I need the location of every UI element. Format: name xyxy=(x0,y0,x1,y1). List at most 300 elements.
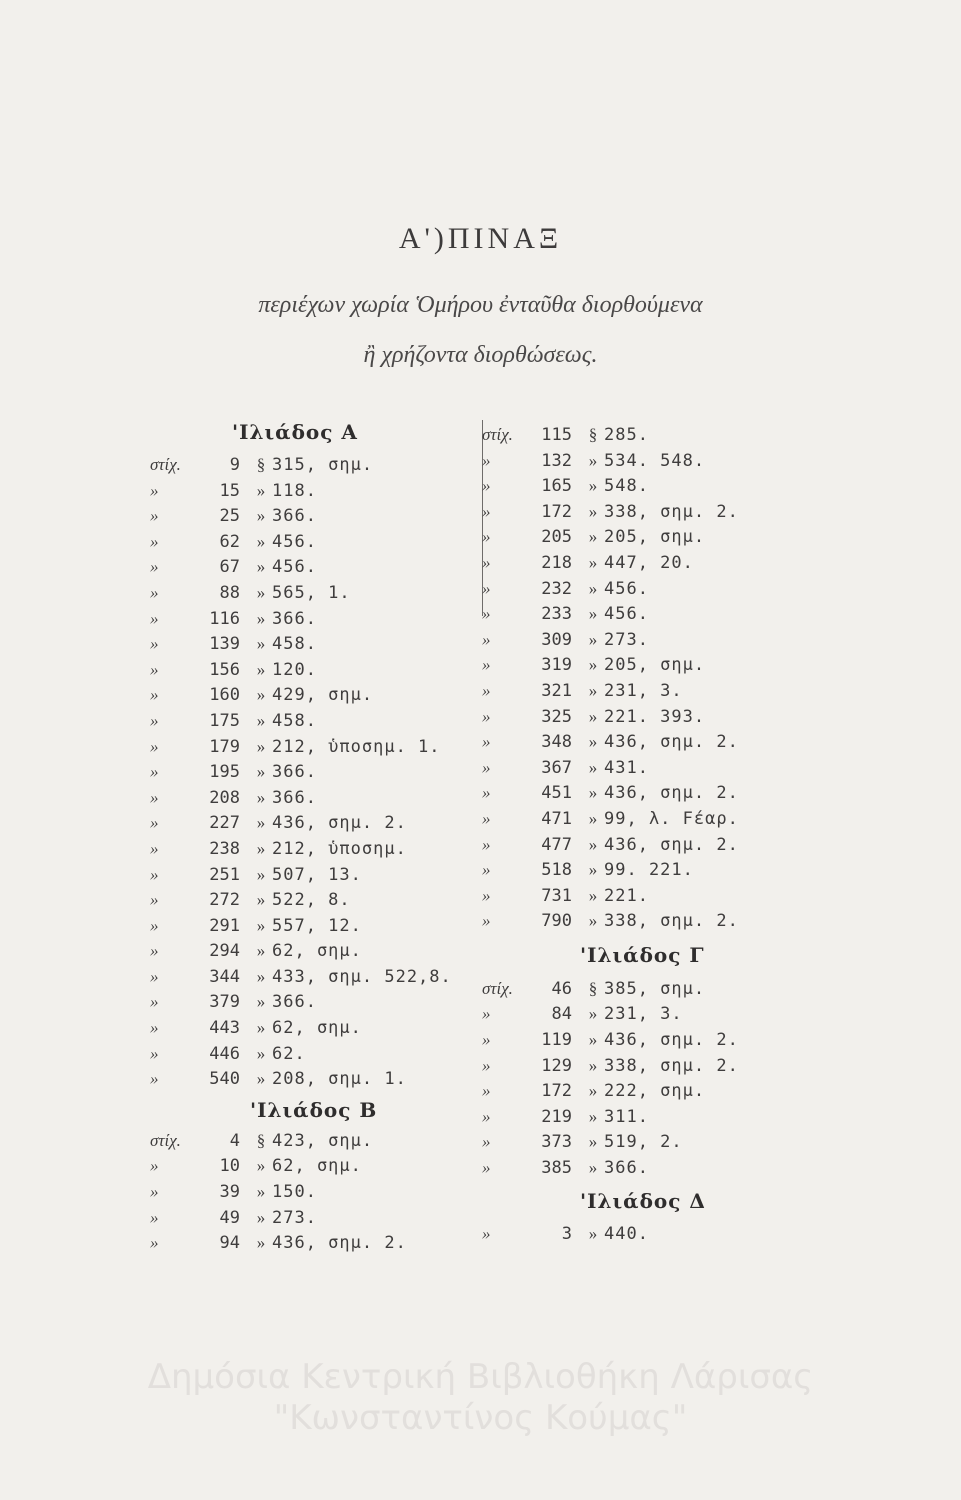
verse-number: 205 xyxy=(541,527,572,548)
section-mark: » xyxy=(256,838,266,858)
page-reference: 565, 1. xyxy=(272,582,351,603)
index-row xyxy=(150,759,490,785)
index-row xyxy=(150,580,490,606)
book-heading-d: 'Ιλιάδος Δ xyxy=(580,1188,706,1213)
section-mark: » xyxy=(256,762,266,782)
section-mark: » xyxy=(256,915,266,935)
verse-number: 39 xyxy=(219,1182,240,1203)
index-row xyxy=(482,524,812,550)
page-reference: 99, λ. Fέαρ. xyxy=(604,808,739,829)
index-row xyxy=(482,1001,812,1027)
page-reference: 431. xyxy=(604,757,649,778)
verse-prefix: » xyxy=(482,476,491,496)
verse-number: 10 xyxy=(219,1156,240,1177)
verse-prefix: » xyxy=(150,890,159,910)
index-row xyxy=(150,708,490,734)
page-reference: 548. xyxy=(604,476,649,497)
index-row xyxy=(150,913,490,939)
verse-prefix: » xyxy=(482,1106,491,1126)
page-reference: 429, σημ. xyxy=(272,685,374,706)
index-row xyxy=(150,554,490,580)
section-mark: » xyxy=(256,890,266,910)
verse-prefix: » xyxy=(482,604,491,624)
library-watermark-line-1: Δημόσια Κεντρική Βιβλιοθήκη Λάρισας xyxy=(147,1357,814,1397)
section-mark: » xyxy=(588,1106,598,1126)
page-reference: 62. xyxy=(272,1043,306,1064)
index-row xyxy=(482,652,812,678)
verse-number: 175 xyxy=(209,710,240,731)
verse-prefix: » xyxy=(482,1055,491,1075)
verse-number: 251 xyxy=(209,864,240,885)
book-a-list xyxy=(150,452,490,1092)
index-row xyxy=(150,1179,490,1205)
index-row xyxy=(150,1128,490,1154)
page-reference: 436, σημ. 2. xyxy=(604,783,739,804)
verse-number: 446 xyxy=(209,1043,240,1064)
section-mark: » xyxy=(256,1018,266,1038)
page-reference: 231, 3. xyxy=(604,1004,683,1025)
verse-prefix: » xyxy=(482,885,491,905)
verse-prefix: » xyxy=(482,860,491,880)
verse-prefix: » xyxy=(150,480,159,500)
index-row xyxy=(482,1078,812,1104)
index-row xyxy=(150,810,490,836)
verse-prefix: » xyxy=(150,992,159,1012)
section-mark: » xyxy=(256,1156,266,1176)
page-reference: 118. xyxy=(272,480,317,501)
verse-prefix: » xyxy=(150,787,159,807)
page-reference: 423, σημ. xyxy=(272,1130,374,1151)
section-mark: » xyxy=(588,476,598,496)
page-reference: 62, σημ. xyxy=(272,1018,362,1039)
verse-prefix: » xyxy=(150,813,159,833)
book-heading-g: 'Ιλιάδος Γ xyxy=(580,942,705,967)
page-reference: 436, σημ. 2. xyxy=(604,732,739,753)
page-reference: 315, σημ. xyxy=(272,455,374,475)
verse-prefix: » xyxy=(482,706,491,726)
verse-prefix: » xyxy=(482,1004,491,1024)
verse-number: 790 xyxy=(541,911,572,932)
verse-number: 119 xyxy=(541,1030,572,1051)
verse-prefix: » xyxy=(482,655,491,675)
section-mark: » xyxy=(588,808,598,828)
index-row xyxy=(482,499,812,525)
verse-prefix: » xyxy=(150,1043,159,1063)
page-reference: 338, σημ. 2. xyxy=(604,501,739,522)
page-reference: 231, 3. xyxy=(604,680,683,701)
section-mark: » xyxy=(256,1182,266,1202)
index-row xyxy=(150,785,490,811)
page-reference: 221. xyxy=(604,885,649,906)
verse-prefix: » xyxy=(482,783,491,803)
page-reference: 366. xyxy=(272,762,317,783)
verse-prefix: » xyxy=(150,582,159,602)
verse-prefix: » xyxy=(150,762,159,782)
index-row xyxy=(150,1066,490,1092)
subtitle-line-1: περιέχων χωρία Ὁμήρου ἐνταῦθα διορθούμενα xyxy=(258,292,703,318)
verse-number: 238 xyxy=(209,838,240,859)
verse-number: 373 xyxy=(541,1132,572,1153)
section-mark: » xyxy=(588,655,598,675)
page-reference: 205, σημ. xyxy=(604,655,706,676)
page-reference: 436, σημ. 2. xyxy=(272,1233,407,1254)
section-mark: » xyxy=(588,757,598,777)
verse-number: 227 xyxy=(209,813,240,834)
verse-prefix: » xyxy=(150,1018,159,1038)
section-mark: § xyxy=(256,455,266,474)
index-row xyxy=(150,478,490,504)
index-row xyxy=(150,682,490,708)
verse-prefix: στίχ. xyxy=(150,455,181,474)
index-row xyxy=(150,1153,490,1179)
section-mark: » xyxy=(256,582,266,602)
index-row xyxy=(482,1053,812,1079)
section-mark: » xyxy=(256,608,266,628)
verse-prefix: » xyxy=(482,680,491,700)
page-reference: 440. xyxy=(604,1223,649,1244)
page-reference: 385, σημ. xyxy=(604,978,706,999)
section-mark: » xyxy=(588,629,598,649)
page-reference: 222, σημ. xyxy=(604,1081,706,1102)
verse-prefix: » xyxy=(482,757,491,777)
verse-number: 321 xyxy=(541,680,572,701)
index-row xyxy=(482,678,812,704)
verse-prefix: » xyxy=(482,1081,491,1101)
index-row xyxy=(150,657,490,683)
verse-number: 129 xyxy=(541,1055,572,1076)
verse-prefix: » xyxy=(150,1233,159,1253)
verse-prefix: στίχ. xyxy=(150,1130,181,1150)
page-reference: 273. xyxy=(604,629,649,650)
verse-number: 272 xyxy=(209,890,240,911)
page-reference: 534. 548. xyxy=(604,450,706,471)
index-row xyxy=(482,908,812,934)
verse-number: 156 xyxy=(209,659,240,680)
page-reference: 436, σημ. 2. xyxy=(272,813,407,834)
page-reference: 507, 13. xyxy=(272,864,362,885)
index-row xyxy=(150,1041,490,1067)
page-reference: 458. xyxy=(272,634,317,655)
section-mark: » xyxy=(256,710,266,730)
section-mark: » xyxy=(588,680,598,700)
verse-prefix: » xyxy=(482,834,491,854)
index-row xyxy=(482,976,812,1002)
index-row xyxy=(150,734,490,760)
verse-number: 348 xyxy=(541,732,572,753)
section-mark: » xyxy=(588,885,598,905)
book-d-list xyxy=(482,1221,812,1247)
verse-prefix: » xyxy=(150,1069,159,1089)
verse-prefix: » xyxy=(150,531,159,551)
section-mark: » xyxy=(588,578,598,598)
verse-number: 540 xyxy=(209,1069,240,1090)
verse-prefix: » xyxy=(482,911,491,931)
index-row xyxy=(482,422,812,448)
section-mark: » xyxy=(588,450,598,470)
verse-prefix: » xyxy=(150,941,159,961)
verse-prefix: » xyxy=(150,710,159,730)
section-mark: » xyxy=(588,552,598,572)
verse-prefix: » xyxy=(150,838,159,858)
verse-number: 49 xyxy=(219,1207,240,1228)
section-mark: » xyxy=(588,1158,598,1178)
verse-prefix: » xyxy=(150,1182,159,1202)
verse-prefix: » xyxy=(150,1156,159,1176)
verse-number: 218 xyxy=(541,552,572,573)
index-row xyxy=(150,452,490,478)
section-mark: » xyxy=(256,736,266,756)
page-reference: 456. xyxy=(272,531,317,552)
left-column xyxy=(150,412,490,1256)
page-reference: 62, σημ. xyxy=(272,941,362,962)
section-mark: » xyxy=(588,834,598,854)
library-watermark-line-2: "Κωνσταντίνος Κούμας" xyxy=(273,1398,688,1438)
section-mark: » xyxy=(256,787,266,807)
section-mark: » xyxy=(256,813,266,833)
index-row xyxy=(482,627,812,653)
index-row xyxy=(482,857,812,883)
page-reference: 522, 8. xyxy=(272,890,351,911)
page-reference: 557, 12. xyxy=(272,915,362,936)
index-row xyxy=(482,1129,812,1155)
verse-prefix: » xyxy=(150,685,159,705)
verse-number: 165 xyxy=(541,476,572,497)
verse-prefix: » xyxy=(150,966,159,986)
verse-prefix: » xyxy=(150,608,159,628)
section-mark: » xyxy=(256,1233,266,1253)
page-reference: 456. xyxy=(604,604,649,625)
section-mark: » xyxy=(588,783,598,803)
index-row xyxy=(482,1221,812,1247)
index-row xyxy=(482,550,812,576)
section-mark: » xyxy=(256,685,266,705)
verse-number: 94 xyxy=(219,1233,240,1254)
verse-number: 9 xyxy=(229,455,240,475)
verse-number: 477 xyxy=(541,834,572,855)
page-reference: 205, σημ. xyxy=(604,527,706,548)
verse-prefix: στίχ. xyxy=(482,425,513,444)
index-row xyxy=(482,473,812,499)
verse-number: 518 xyxy=(541,860,572,881)
section-mark: § xyxy=(588,978,598,998)
index-row xyxy=(482,1027,812,1053)
verse-prefix: » xyxy=(482,808,491,828)
page-reference: 62, σημ. xyxy=(272,1156,362,1177)
verse-number: 731 xyxy=(541,885,572,906)
index-row xyxy=(150,862,490,888)
verse-prefix: » xyxy=(482,629,491,649)
verse-number: 84 xyxy=(551,1004,572,1025)
verse-prefix: » xyxy=(482,527,491,547)
section-mark: » xyxy=(588,1030,598,1050)
verse-number: 3 xyxy=(561,1223,572,1244)
index-row xyxy=(150,836,490,862)
verse-prefix: » xyxy=(150,506,159,526)
index-row xyxy=(150,529,490,555)
section-mark: » xyxy=(256,1043,266,1063)
section-mark: » xyxy=(588,1004,598,1024)
verse-number: 294 xyxy=(209,941,240,962)
verse-prefix: » xyxy=(482,1030,491,1050)
index-row xyxy=(482,704,812,730)
section-mark: » xyxy=(256,634,266,654)
verse-number: 179 xyxy=(209,736,240,757)
book-heading-a: 'Ιλιάδος Α xyxy=(232,420,358,444)
index-row xyxy=(482,1104,812,1130)
book-g-list xyxy=(482,976,812,1181)
page-reference: 456. xyxy=(272,557,317,578)
section-mark: » xyxy=(588,860,598,880)
section-mark: » xyxy=(588,706,598,726)
verse-prefix: » xyxy=(482,1158,491,1178)
verse-number: 116 xyxy=(209,608,240,629)
verse-prefix: » xyxy=(482,552,491,572)
page-reference: 456. xyxy=(604,578,649,599)
index-row xyxy=(150,606,490,632)
index-row xyxy=(482,806,812,832)
section-mark: » xyxy=(588,604,598,624)
verse-prefix: » xyxy=(150,864,159,884)
verse-number: 195 xyxy=(209,762,240,783)
index-row xyxy=(150,887,490,913)
verse-number: 62 xyxy=(219,531,240,552)
verse-prefix: » xyxy=(482,578,491,598)
verse-prefix: » xyxy=(482,450,491,470)
verse-number: 309 xyxy=(541,629,572,650)
verse-number: 15 xyxy=(219,480,240,501)
page-reference: 366. xyxy=(272,608,317,629)
page-reference: 212, ὑποσημ. xyxy=(272,838,407,859)
book-b-continued-list xyxy=(482,422,812,934)
page-reference: 366. xyxy=(604,1158,649,1179)
page-reference: 366. xyxy=(272,506,317,527)
index-row xyxy=(482,601,812,627)
verse-number: 172 xyxy=(541,501,572,522)
verse-number: 319 xyxy=(541,655,572,676)
verse-number: 471 xyxy=(541,808,572,829)
book-heading-b: 'Ιλιάδος Β xyxy=(250,1097,378,1122)
index-row xyxy=(482,1155,812,1181)
section-mark: » xyxy=(256,1207,266,1227)
verse-number: 46 xyxy=(551,978,572,999)
section-mark: » xyxy=(256,480,266,500)
verse-prefix: » xyxy=(482,501,491,521)
page-reference: 221. 393. xyxy=(604,706,706,727)
index-row xyxy=(482,883,812,909)
verse-prefix: » xyxy=(150,736,159,756)
index-row xyxy=(150,1205,490,1231)
section-mark: » xyxy=(256,864,266,884)
section-mark: » xyxy=(256,557,266,577)
verse-number: 385 xyxy=(541,1158,572,1179)
section-mark: » xyxy=(256,992,266,1012)
verse-number: 233 xyxy=(541,604,572,625)
verse-number: 172 xyxy=(541,1081,572,1102)
page-reference: 120. xyxy=(272,659,317,680)
page-title: Α')ΠΙΝΑΞ xyxy=(398,222,563,255)
page-reference: 436, σημ. 2. xyxy=(604,834,739,855)
page-reference: 436, σημ. 2. xyxy=(604,1030,739,1051)
section-mark: » xyxy=(588,1223,598,1243)
verse-number: 291 xyxy=(209,915,240,936)
section-mark: » xyxy=(588,732,598,752)
verse-prefix: στίχ. xyxy=(482,978,513,998)
index-row xyxy=(482,576,812,602)
verse-prefix: » xyxy=(150,915,159,935)
index-row xyxy=(150,938,490,964)
index-row xyxy=(482,729,812,755)
verse-prefix: » xyxy=(482,1132,491,1152)
verse-number: 160 xyxy=(209,685,240,706)
verse-number: 325 xyxy=(541,706,572,727)
page-reference: 311. xyxy=(604,1106,649,1127)
section-mark: » xyxy=(256,941,266,961)
verse-number: 115 xyxy=(541,425,572,445)
verse-number: 367 xyxy=(541,757,572,778)
book-b-list xyxy=(150,1128,490,1256)
section-mark: » xyxy=(256,1069,266,1089)
page-reference: 273. xyxy=(272,1207,317,1228)
index-row xyxy=(150,1015,490,1041)
verse-number: 443 xyxy=(209,1018,240,1039)
verse-number: 25 xyxy=(219,506,240,527)
page-reference: 433, σημ. 522,8. xyxy=(272,966,452,987)
page-reference: 519, 2. xyxy=(604,1132,683,1153)
page-reference: 99. 221. xyxy=(604,860,694,881)
section-mark: » xyxy=(256,506,266,526)
page-reference: 338, σημ. 2. xyxy=(604,911,739,932)
section-mark: » xyxy=(256,531,266,551)
verse-number: 451 xyxy=(541,783,572,804)
index-row xyxy=(150,989,490,1015)
page-reference: 208, σημ. 1. xyxy=(272,1069,407,1090)
verse-number: 4 xyxy=(229,1130,240,1151)
section-mark: » xyxy=(588,1081,598,1101)
page-reference: 447, 20. xyxy=(604,552,694,573)
section-mark: § xyxy=(588,425,598,444)
section-mark: » xyxy=(588,911,598,931)
section-mark: § xyxy=(256,1130,266,1150)
section-mark: » xyxy=(588,1055,598,1075)
page-reference: 366. xyxy=(272,992,317,1013)
verse-number: 139 xyxy=(209,634,240,655)
verse-prefix: » xyxy=(482,732,491,752)
section-mark: » xyxy=(588,1132,598,1152)
verse-number: 67 xyxy=(219,557,240,578)
verse-number: 132 xyxy=(541,450,572,471)
right-column xyxy=(482,422,812,1246)
verse-number: 88 xyxy=(219,582,240,603)
section-mark: » xyxy=(588,527,598,547)
section-mark: » xyxy=(256,966,266,986)
section-mark: » xyxy=(588,501,598,521)
index-row xyxy=(482,780,812,806)
verse-prefix: » xyxy=(150,634,159,654)
page-reference: 458. xyxy=(272,710,317,731)
page-reference: 285. xyxy=(604,425,649,445)
verse-number: 232 xyxy=(541,578,572,599)
index-row xyxy=(150,503,490,529)
verse-prefix: » xyxy=(482,1223,491,1243)
index-row xyxy=(150,631,490,657)
page-reference: 150. xyxy=(272,1182,317,1203)
page-reference: 338, σημ. 2. xyxy=(604,1055,739,1076)
index-row xyxy=(482,832,812,858)
index-row xyxy=(150,964,490,990)
index-row xyxy=(150,1230,490,1256)
verse-prefix: » xyxy=(150,557,159,577)
verse-number: 344 xyxy=(209,966,240,987)
